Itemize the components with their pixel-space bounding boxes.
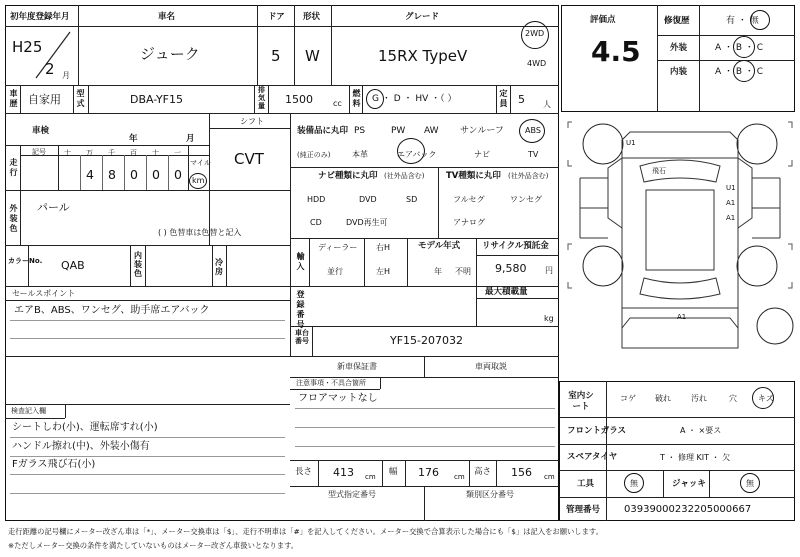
drive-2wd: 2WD [525, 29, 545, 38]
caution-value: フロアマットなし [298, 393, 378, 404]
tv-type-sub: (社外品含む) [508, 172, 549, 180]
navi-dvd: DVD [359, 195, 377, 204]
height-value: 156 [511, 466, 532, 479]
tools-value: 無 [630, 479, 638, 488]
color-change-note: ( ) 色替車は色替と記入 [158, 228, 242, 237]
inspect-label: 車検 [32, 126, 50, 136]
model-value: DBA-YF15 [130, 93, 184, 106]
inspect-month: 月 [186, 134, 195, 144]
damage-mark: 飛石 [652, 167, 666, 175]
interior-b-circle [733, 60, 755, 82]
width-label: 幅 [389, 467, 398, 477]
seat-label: 室内シート [568, 391, 594, 412]
import-right: 右H [376, 243, 391, 252]
door-header: ドア [268, 12, 285, 22]
equip-label: 装備品に丸印 [297, 126, 349, 136]
name-header: 車名 [158, 12, 176, 22]
tv-type-label: TV種類に丸印 [446, 171, 501, 181]
jack-label: ジャッキ [672, 479, 706, 489]
width-unit: cm [454, 473, 465, 481]
mileage-digit: 8 [108, 167, 116, 182]
history-label: 車歴 [9, 89, 18, 108]
repair-value: 有 ・ 無 [726, 16, 759, 26]
import-label: 輸入 [296, 252, 305, 271]
equip-aw: AW [424, 126, 439, 136]
interior-value: A ・ B ・ C [715, 67, 764, 77]
glass-value: A ・ ×要ス [680, 426, 722, 435]
tv-analog: アナログ [453, 218, 485, 227]
remarks-label: 検査記入欄 [11, 407, 46, 415]
disp-label: 排気量 [258, 86, 265, 110]
tv-oneseg: ワンセグ [510, 195, 542, 204]
equip-navi: ナビ [474, 150, 490, 159]
first-reg-header: 初年度登録年月 [10, 12, 70, 22]
equip-pw: PW [391, 126, 406, 136]
mileage-col: 十 [64, 149, 71, 157]
length-unit: cm [365, 473, 376, 481]
navi-cd: CD [310, 218, 322, 227]
equip-sub: (純正のみ) [297, 151, 331, 159]
mileage-col: 一 [174, 149, 181, 157]
color-no-value: QAB [61, 259, 85, 272]
damage-mark: U1 [726, 184, 736, 192]
length-value: 413 [333, 466, 354, 479]
first-reg-year: H25 [12, 38, 43, 56]
model-label: 型式 [76, 89, 85, 108]
disp-unit: cc [333, 99, 342, 108]
equip-leather: 本革 [352, 150, 368, 159]
mgmt-value: 03939000232205000667 [624, 504, 752, 515]
interior-color-label: 内装色 [134, 251, 142, 278]
mileage-digit: 0 [152, 167, 160, 182]
import-parallel: 並行 [327, 267, 343, 276]
recycle-label: リサイクル預託金 [482, 241, 549, 251]
car-name: ジューク [140, 45, 200, 63]
mileage-digit: 0 [130, 167, 138, 182]
tools-label: 工具 [577, 479, 595, 489]
use-value: 自家用 [28, 93, 61, 106]
grade-value: 15RX TypeV [378, 47, 468, 65]
fuel-g-circle [366, 89, 384, 109]
drive-4wd: 4WD [527, 59, 547, 68]
scratch-circle [752, 387, 774, 409]
mileage-col: 百 [130, 149, 137, 157]
type-cert-label: 型式指定番号 [328, 490, 376, 499]
exterior-color-value: パール [37, 201, 70, 214]
chassis-value: YF15-207032 [390, 334, 464, 347]
glass-label: フロントガラス [567, 426, 626, 436]
max-load-label: 最大積載量 [485, 287, 528, 297]
sales-value: エアB、ABS、ワンセグ、助手席エアバック [14, 305, 210, 316]
mileage-col: 万 [86, 149, 93, 157]
shape-header: 形状 [303, 12, 321, 22]
exterior-color-label: 外装色 [9, 204, 18, 233]
remark-line: ハンドル擦れ(中)、外装小傷有 [12, 441, 150, 452]
caution-label: 注意事項・不具合箇所 [296, 379, 366, 387]
exterior-b-circle [733, 36, 755, 58]
capacity-value: 5 [518, 93, 525, 106]
damage-mark: A1 [677, 313, 687, 321]
mileage-col: 千 [108, 149, 115, 157]
airbag-circle [397, 138, 425, 164]
chassis-label: 車台番号 [295, 329, 309, 345]
equip-airbag: エアバック [397, 150, 437, 159]
manual-label: 車両取説 [475, 362, 507, 371]
tools-none-circle [624, 473, 644, 493]
length-label: 長さ [295, 467, 313, 477]
navi-sd: SD [406, 195, 418, 204]
damage-mark: U1 [626, 139, 636, 147]
navi-label: ナビ種類に丸印 [318, 171, 378, 181]
footer-note-1: 走行距離の記号欄にメーター改ざん車は「*」、メーター交換車は「$」、走行不明車は「#」を記入してください。メーター交換で合算表示した場合にも「$」は記入をお願いします。 [8, 527, 603, 536]
class-no-label: 類別区分番号 [466, 490, 514, 499]
width-value: 176 [418, 466, 439, 479]
shift-label: シフト [240, 117, 264, 126]
damage-mark: A1 [726, 214, 736, 222]
eval-score: 4.5 [591, 35, 641, 68]
door-count: 5 [271, 47, 281, 65]
seat-opt: 穴 [729, 394, 737, 403]
seat-opt: キズ [758, 394, 774, 403]
wheel-circles [583, 124, 793, 344]
body-shape: W [305, 47, 320, 65]
remark-line: Fガラス飛び石(小) [12, 459, 96, 470]
mile-label: マイル [190, 159, 211, 167]
tv-fullseg: フルセグ [453, 195, 485, 204]
km-label: km [192, 176, 205, 185]
import-left: 左H [376, 267, 391, 276]
mileage-digit: 0 [174, 167, 182, 182]
shift-value: CVT [234, 150, 264, 168]
color-no-label: カラーNo. [8, 257, 43, 265]
first-reg-month: 2 [45, 60, 55, 78]
equip-abs: ABS [525, 126, 541, 135]
warranty-label: 新車保証書 [337, 362, 377, 371]
height-label: 高さ [474, 467, 492, 477]
exterior-label: 外装 [670, 43, 688, 53]
spare-label: スペアタイヤ [567, 452, 618, 462]
jack-none-circle [740, 473, 760, 493]
model-year-unit: 年 [434, 267, 442, 276]
mileage-digit: 4 [86, 167, 94, 182]
equip-ps: PS [354, 126, 366, 136]
equip-sunroof: サンルーフ [460, 126, 504, 136]
disp-value: 1500 [285, 93, 313, 106]
month-unit: 月 [62, 71, 70, 80]
height-unit: cm [544, 473, 555, 481]
footer-note-2: ※ただしメーター交換の条件を満たしていないものはメーター改ざん車扱いとなります。 [8, 541, 299, 550]
repair-label: 修復歴 [664, 16, 690, 26]
model-year-unknown: 不明 [455, 267, 471, 276]
max-load-unit: kg [544, 314, 554, 323]
equip-tv: TV [528, 150, 539, 159]
bracket-marks [568, 122, 792, 288]
fuel-value: G ・ D ・ HV ・（ ） [372, 94, 457, 104]
model-year-label: モデル年式 [418, 241, 461, 251]
navi-dvd-play: DVD再生可 [346, 218, 388, 227]
exterior-value: A ・ B ・ C [715, 43, 764, 53]
import-dealer: ディーラー [318, 243, 358, 252]
car-condition-diagram [560, 118, 800, 383]
eval-label: 評価点 [590, 15, 616, 25]
sales-label: セールスポイント [12, 289, 76, 298]
mileage-col: 十 [152, 149, 159, 157]
inspect-year: 年 [129, 134, 138, 144]
seat-opt: コゲ [620, 394, 636, 403]
abs-circle [519, 119, 545, 143]
damage-mark: A1 [726, 199, 736, 207]
grade-header: グレード [405, 12, 440, 22]
fuel-label: 燃料 [352, 89, 361, 108]
capacity-label: 定員 [499, 89, 508, 108]
repair-none-circle [750, 10, 770, 30]
seat-opt: 破れ [655, 394, 671, 403]
mgmt-label: 管理番号 [566, 505, 601, 515]
interior-label: 内装 [670, 67, 688, 77]
seat-opt: 汚れ [691, 394, 707, 403]
capacity-unit: 人 [543, 100, 551, 109]
jack-value: 無 [746, 479, 754, 488]
remark-line: シートしわ(小)、運転席すれ(小) [12, 422, 158, 433]
navi-hdd: HDD [307, 195, 326, 204]
recycle-value: 9,580 [495, 262, 527, 275]
aircon-label: 冷房 [215, 258, 223, 276]
spare-value: T ・ 修理 KIT ・ 欠 [660, 453, 731, 462]
navi-sub: (社外品含む) [384, 172, 425, 180]
mileage-label: 走行 [9, 158, 18, 177]
recycle-unit: 円 [545, 266, 553, 275]
mileage-record-label: 記号 [32, 148, 46, 156]
reg-no-label: 登録番号 [296, 290, 305, 329]
